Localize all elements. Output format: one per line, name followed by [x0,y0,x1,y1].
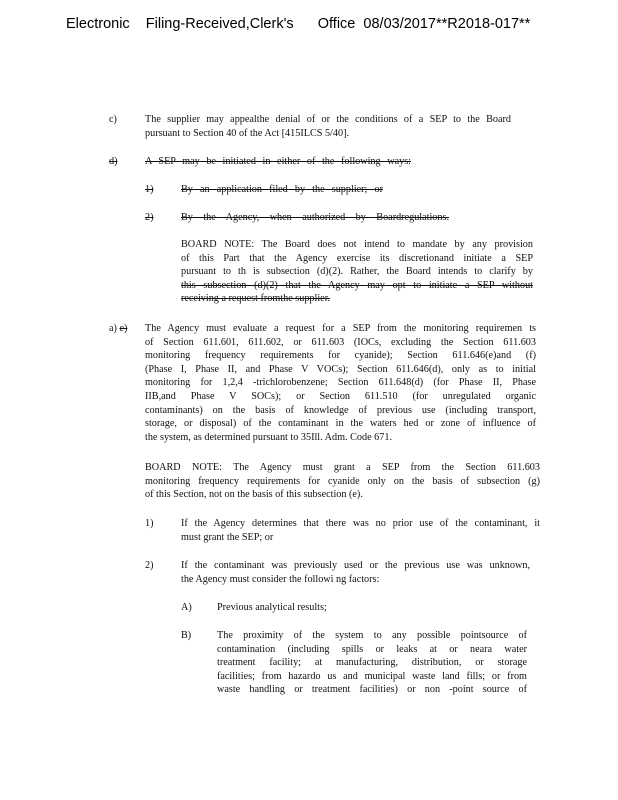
item-d2-text [181,211,449,225]
text-line: pursuant to th is subsection (d)(2). Rather, the Board intends to clarify by [181,266,533,278]
text-line: monitoring frequency requirements for cyanide only on the basis of subsection (g) [145,475,540,487]
item-label-e2: 2) [145,560,154,571]
text-line: The supplier may appealthe denial of or the conditions of a SEP to the Board [145,114,511,125]
item-d1-text [181,183,383,197]
item-label-e1: 1) [145,518,154,529]
text-line: the system, as determined pursuant to 35Ill. Adm. Code 671. [145,431,393,443]
text-line: must grant the SEP; or [181,531,274,543]
text-line: contamination (including spills or leaks at or neara water [217,643,527,655]
filing-header: Electronic Filing-Received,Clerk's Office 08/03/2017**R2018-017** [66,16,531,32]
item-label-d: d) [109,156,118,167]
text-line: A SEP may be initiated in either of the following ways: [145,156,411,167]
text-line: monitoring frequency requirements for cyanide); Section 611.646(e)and (f) [145,350,536,362]
text-line: (Phase I, Phase II, and Phase V VOCs); Section 611.646(d), only as to initial [145,363,536,375]
text-line: BOARD NOTE: The Agency must grant a SEP from the Section 611.603 [145,462,540,473]
text-line: If the Agency determines that there was no prior use of the contaminant, it [181,518,540,529]
item-label-a: a) e) [109,323,128,334]
item-d-text [145,155,411,169]
item-A-text [217,601,347,615]
text-line: treatment facility; at manufacturing, distribution, or storage [217,657,527,669]
text-line: By the Agency, when authorized by Boardregulations. [181,212,449,223]
text-line: contaminants) on the basis of knowledge of previous use (including transport, [145,404,536,416]
item-e1-text [181,517,540,544]
text-line: of this Section, not on the basis of this subsection (e). [145,489,363,501]
text-line: Previous analytical results; [217,602,327,613]
text-line: By an application filed by the supplier; or [181,184,383,195]
item-e2-text [181,559,530,586]
item-c-text [145,113,511,140]
text-line: The Agency must evaluate a request for a SEP from the monitoring requiremen ts [145,323,536,334]
text-line: the Agency must consider the followi ng factors: [181,573,380,585]
board-note-d2 [181,238,533,306]
item-label-c: c) [109,114,117,125]
item-label-A: A) [181,602,192,613]
item-a-text [145,322,536,444]
text-line: pursuant to Section 40 of the Act [415ILCS 5/40]. [145,127,350,139]
text-line: facilities; from hazardo us and municipal waste land fills; or from [217,670,527,682]
item-label-d1: 1) [145,184,154,195]
text-line: waste handling or treatment facilities) or non -point source of [217,684,527,696]
text-line: this subsection (d)(2) that the Agency may opt to initiate a SEP without [181,279,533,291]
item-label-d2: 2) [145,212,154,223]
text-line: The proximity of the system to any possible pointsource of [217,630,527,641]
text-line: receiving a request fromthe supplier. [181,293,331,305]
text-line: If the contaminant was previously used or the previous use was unknown, [181,560,530,571]
text-line: BOARD NOTE: The Board does not intend to mandate by any provision [181,239,533,250]
item-B-text [217,629,527,697]
board-note-e [145,461,540,502]
text-line: IIB,and Phase V SOCs); or Section 611.510 (for unregulated organic [145,390,536,402]
text-line: of Section 611.601, 611.602, or 611.603 (IOCs, excluding the Section 611.603 [145,336,536,348]
item-label-B: B) [181,630,192,641]
text-line: monitoring for 1,2,4 -trichlorobenzene; Section 611.648(d) (for Phase II, Phase [145,377,536,389]
text-line: storage, or disposal) of the contaminant in the waters hed or zone of influence of [145,418,536,430]
text-line: of this Part that the Agency exercise its discretionand initiate a SEP [181,252,533,264]
